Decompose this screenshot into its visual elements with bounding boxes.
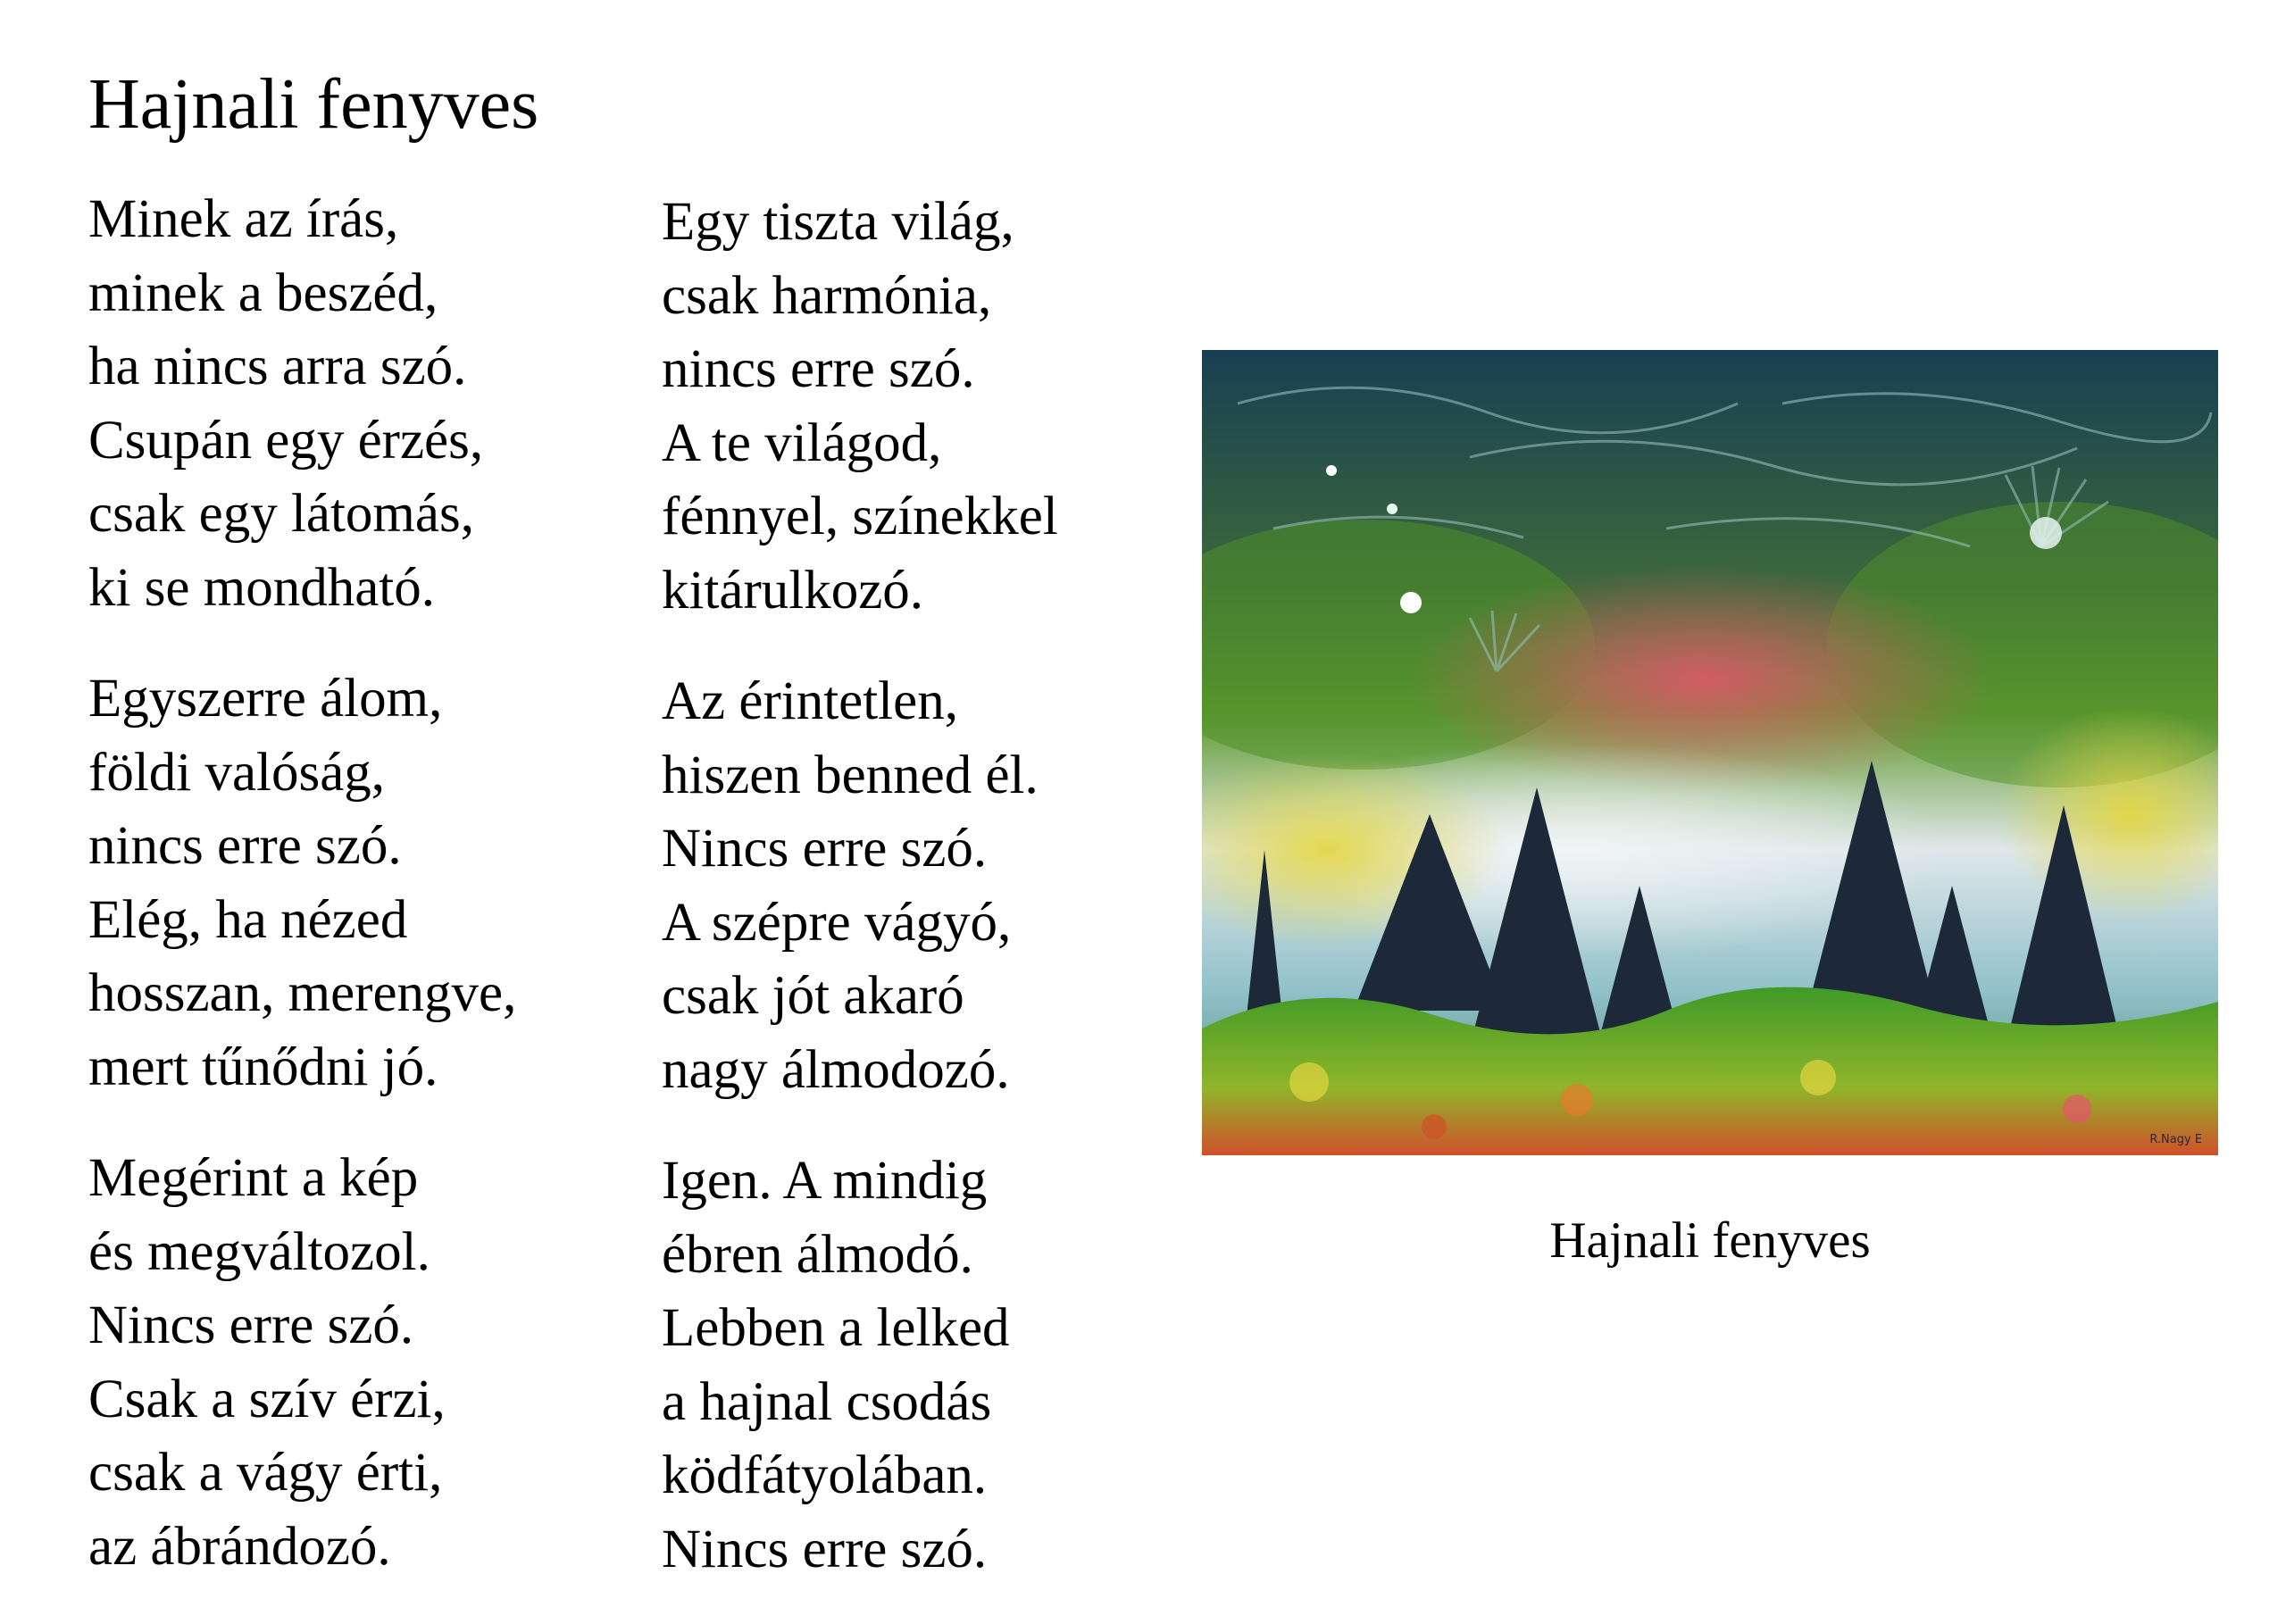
- poem-line: csak jót akaró: [662, 966, 964, 1026]
- stanza: [88, 662, 660, 1104]
- stanza: [662, 665, 1233, 1107]
- poem-line: Nincs erre szó.: [662, 819, 988, 879]
- star-dot: [1400, 592, 1422, 613]
- poem-line: Nincs erre szó.: [662, 1519, 988, 1579]
- painting-image: [1202, 350, 2218, 1155]
- poem-line: földi valóság,: [88, 742, 386, 803]
- poem-line: Igen. A mindig: [662, 1151, 988, 1211]
- poem-line: Megérint a kép: [88, 1148, 419, 1208]
- poem-line: nincs erre szó.: [662, 339, 975, 399]
- poem-line: Lebben a lelked: [662, 1298, 1010, 1358]
- poem-line: fénnyel, színekkel: [662, 487, 1058, 546]
- poem-line: Elég, ha nézed: [88, 889, 408, 950]
- poem-line: hiszen benned él.: [662, 745, 1039, 805]
- stanza: [662, 1145, 1233, 1587]
- poem-line: ha nincs arra szó.: [88, 337, 467, 396]
- poem-line: csak egy látomás,: [88, 484, 474, 544]
- poem-line: ködfátyolában.: [662, 1445, 988, 1505]
- poem-line: ki se mondható.: [88, 557, 435, 618]
- poem-line: hosszan, merengve,: [88, 963, 517, 1023]
- moon-glow: [2030, 517, 2062, 549]
- poem-line: az ábrándozó.: [88, 1516, 391, 1577]
- stanza: [662, 186, 1233, 628]
- poem-line: A te világod,: [662, 412, 942, 473]
- poem-line: A szépre vágyó,: [662, 892, 1012, 953]
- poem-line: Egyszerre álom,: [88, 669, 443, 729]
- poem-line: a hajnal csodás: [662, 1371, 992, 1432]
- poem-line: nagy álmodozó.: [662, 1039, 1010, 1100]
- stanza: [88, 1142, 660, 1584]
- poem-line: Nincs erre szó.: [88, 1295, 414, 1355]
- poem-column-right: [662, 186, 1233, 1624]
- poem-line: mert tűnődni jó.: [88, 1037, 438, 1097]
- poem-column-left: [88, 183, 660, 1621]
- poem-line: és megváltozol.: [88, 1221, 430, 1282]
- poem-line: csak harmónia,: [662, 265, 992, 326]
- poem-line: nincs erre szó.: [88, 816, 402, 876]
- poem-line: Az érintetlen,: [662, 671, 958, 731]
- painting-caption: Hajnali fenyves: [1549, 1212, 1871, 1269]
- poem-line: csak a vágy érti,: [88, 1443, 443, 1503]
- poem-line: Egy tiszta világ,: [662, 192, 1014, 252]
- poem-line: ébren álmodó.: [662, 1224, 973, 1285]
- poem-line: Csupán egy érzés,: [88, 410, 484, 471]
- stanza: [88, 183, 660, 625]
- painting-signature: R.Nagy E: [2149, 1133, 2202, 1146]
- star-dot: [1326, 465, 1337, 476]
- poem-line: kitárulkozó.: [662, 560, 924, 620]
- star-dot: [1387, 504, 1397, 514]
- poem-title: Hajnali fenyves: [88, 65, 539, 144]
- painting-canvas: [1202, 350, 2218, 1155]
- poem-line: minek a beszéd,: [88, 262, 438, 323]
- poem-line: Csak a szív érzi,: [88, 1369, 446, 1429]
- poem-line: Minek az írás,: [88, 189, 399, 249]
